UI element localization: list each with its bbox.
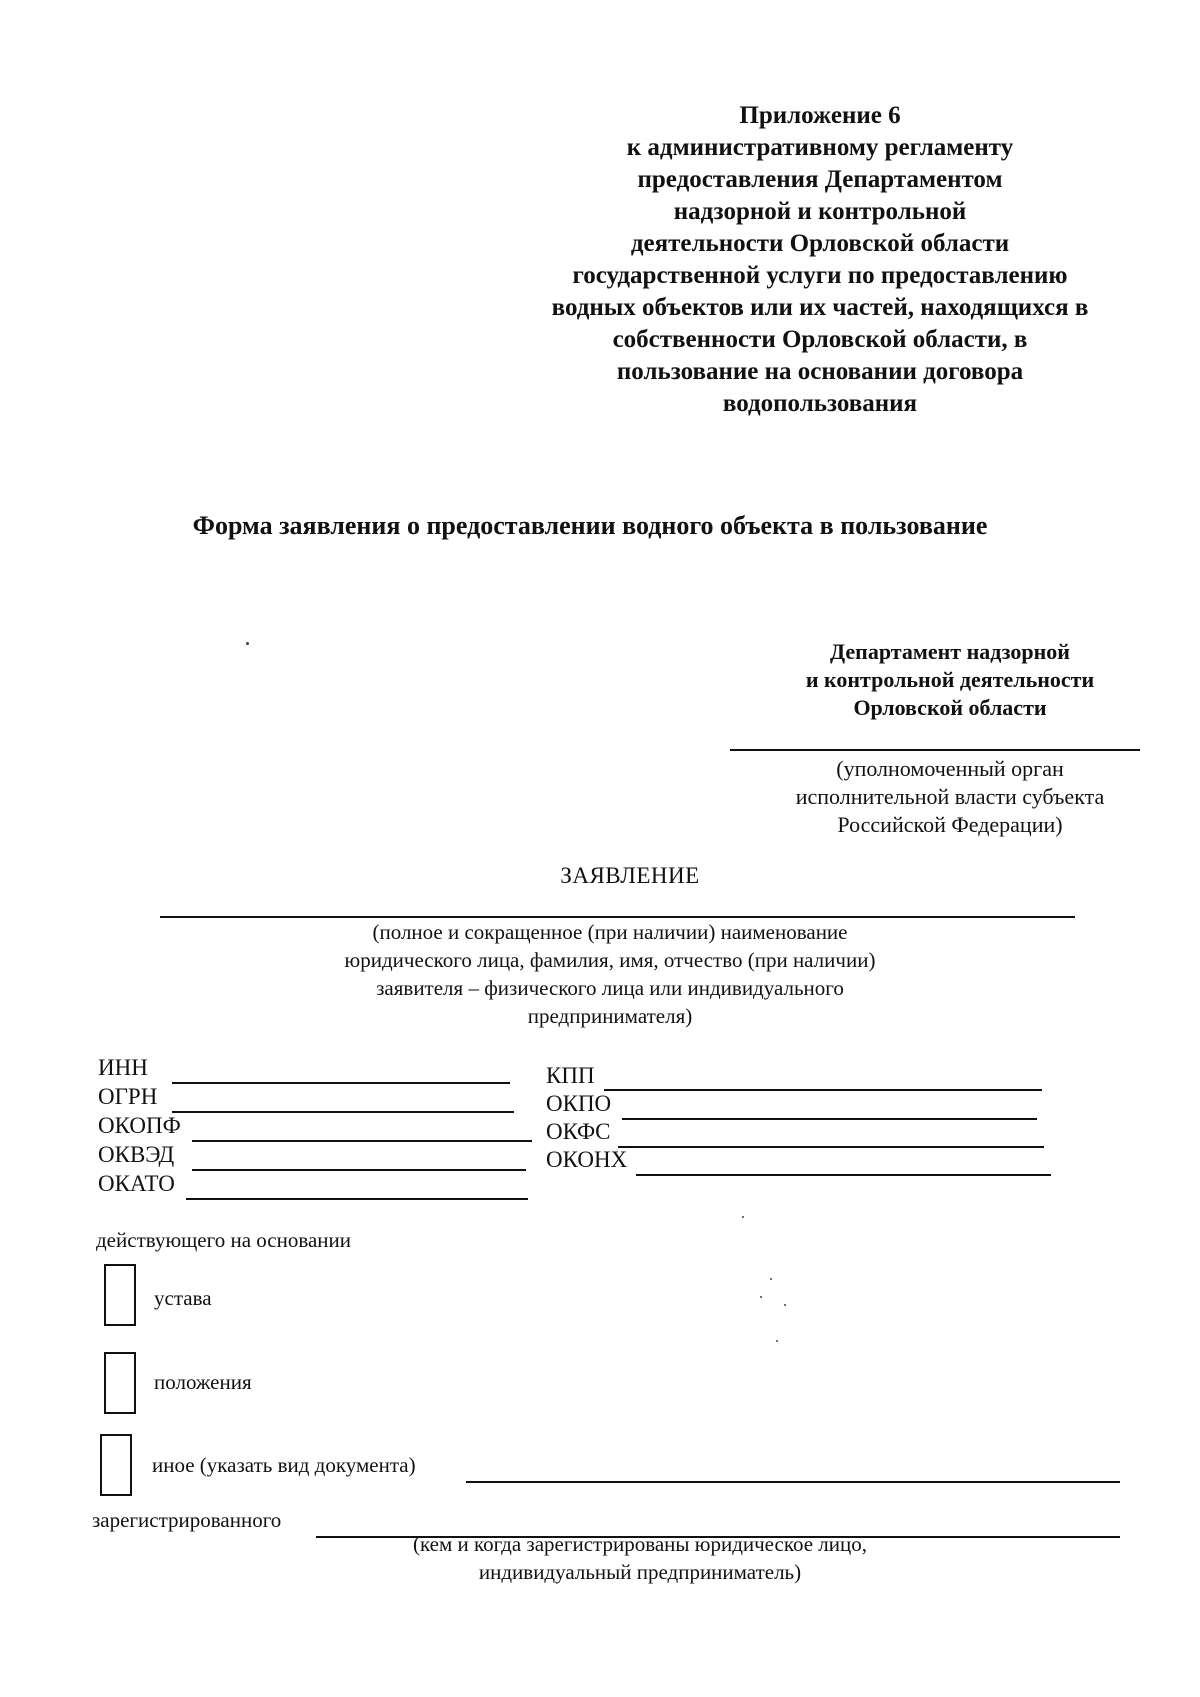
okopf-field[interactable]: [192, 1140, 532, 1142]
regulation-option-label: положения: [154, 1370, 252, 1394]
other-document-checkbox[interactable]: [100, 1434, 132, 1496]
code-label-okopf: ОКОПФ: [98, 1113, 181, 1138]
appendix-line: предоставления Департаментом: [637, 166, 1003, 193]
ogrn-field[interactable]: [172, 1111, 514, 1113]
form-title: Форма заявления о предоставлении водного объекта в пользование: [192, 511, 988, 540]
registered-note-line: (кем и когда зарегистрированы юридическое лицо,: [412, 1532, 868, 1556]
scan-speck: [784, 1304, 786, 1306]
other-document-field[interactable]: [466, 1481, 1120, 1483]
registered-note-line: индивидуальный предприниматель): [478, 1560, 802, 1584]
appendix-line: водных объектов или их частей, находящихся в: [551, 294, 1089, 321]
kpp-field[interactable]: [604, 1089, 1042, 1091]
authority-line: Орловской области: [853, 695, 1047, 720]
authority-block: [760, 638, 1140, 722]
applicant-note: [260, 918, 960, 1030]
authority-note: [750, 755, 1150, 839]
appendix-line: собственности Орловской области, в: [612, 326, 1028, 353]
authority-line: и контрольной деятельности: [805, 667, 1095, 692]
appendix-line: водопользования: [722, 390, 918, 417]
authority-note-line: исполнительной власти субъекта: [795, 784, 1105, 809]
code-label-okved: ОКВЭД: [98, 1142, 175, 1167]
code-label-okato: ОКАТО: [98, 1171, 175, 1196]
application-title: ЗАЯВЛЕНИЕ: [560, 863, 700, 888]
authority-note-line: Российской Федерации): [837, 812, 1063, 837]
applicant-note-line: предпринимателя): [527, 1004, 693, 1028]
registered-note: [300, 1530, 980, 1586]
okato-field[interactable]: [186, 1198, 528, 1200]
scan-speck: [770, 1278, 772, 1280]
appendix-line: деятельности Орловской области: [630, 230, 1010, 257]
appendix-line: надзорной и контрольной: [673, 198, 967, 225]
code-label-kpp: КПП: [546, 1063, 595, 1088]
scan-speck: [742, 1216, 744, 1218]
scan-speck: [246, 642, 249, 645]
appendix-line: к административному регламенту: [626, 134, 1014, 161]
appendix-line: государственной услуги по предоставлению: [572, 262, 1068, 289]
applicant-note-line: заявителя – физического лица или индивидуального: [376, 976, 844, 1000]
appendix-header: [510, 100, 1130, 420]
okonh-field[interactable]: [636, 1174, 1051, 1176]
regulation-checkbox[interactable]: [104, 1352, 136, 1414]
basis-label: действующего на основании: [96, 1228, 352, 1252]
appendix-line: пользование на основании договора: [616, 358, 1024, 385]
registered-label: зарегистрированного: [92, 1508, 282, 1532]
code-label-inn: ИНН: [98, 1055, 148, 1080]
authority-signature-line[interactable]: [730, 749, 1140, 751]
authority-note-line: (уполномоченный орган: [836, 756, 1064, 781]
charter-checkbox[interactable]: [104, 1264, 136, 1326]
applicant-note-line: юридического лица, фамилия, имя, отчество (при наличии): [344, 948, 876, 972]
authority-line: Департамент надзорной: [830, 639, 1070, 664]
appendix-line: Приложение 6: [739, 102, 901, 129]
charter-option-label: устава: [154, 1286, 212, 1310]
other-document-option-label: иное (указать вид документа): [152, 1453, 416, 1477]
okved-field[interactable]: [192, 1169, 526, 1171]
okpo-field[interactable]: [622, 1118, 1037, 1120]
scan-speck: [776, 1340, 778, 1342]
code-label-ogrn: ОГРН: [98, 1084, 158, 1109]
okfs-field[interactable]: [618, 1146, 1044, 1148]
applicant-note-line: (полное и сокращенное (при наличии) наименование: [372, 920, 848, 944]
code-label-okfs: ОКФС: [546, 1119, 611, 1144]
scan-speck: [760, 1296, 762, 1298]
code-label-okonh: ОКОНХ: [546, 1147, 628, 1172]
code-label-okpo: ОКПО: [546, 1091, 612, 1116]
inn-field[interactable]: [172, 1082, 510, 1084]
